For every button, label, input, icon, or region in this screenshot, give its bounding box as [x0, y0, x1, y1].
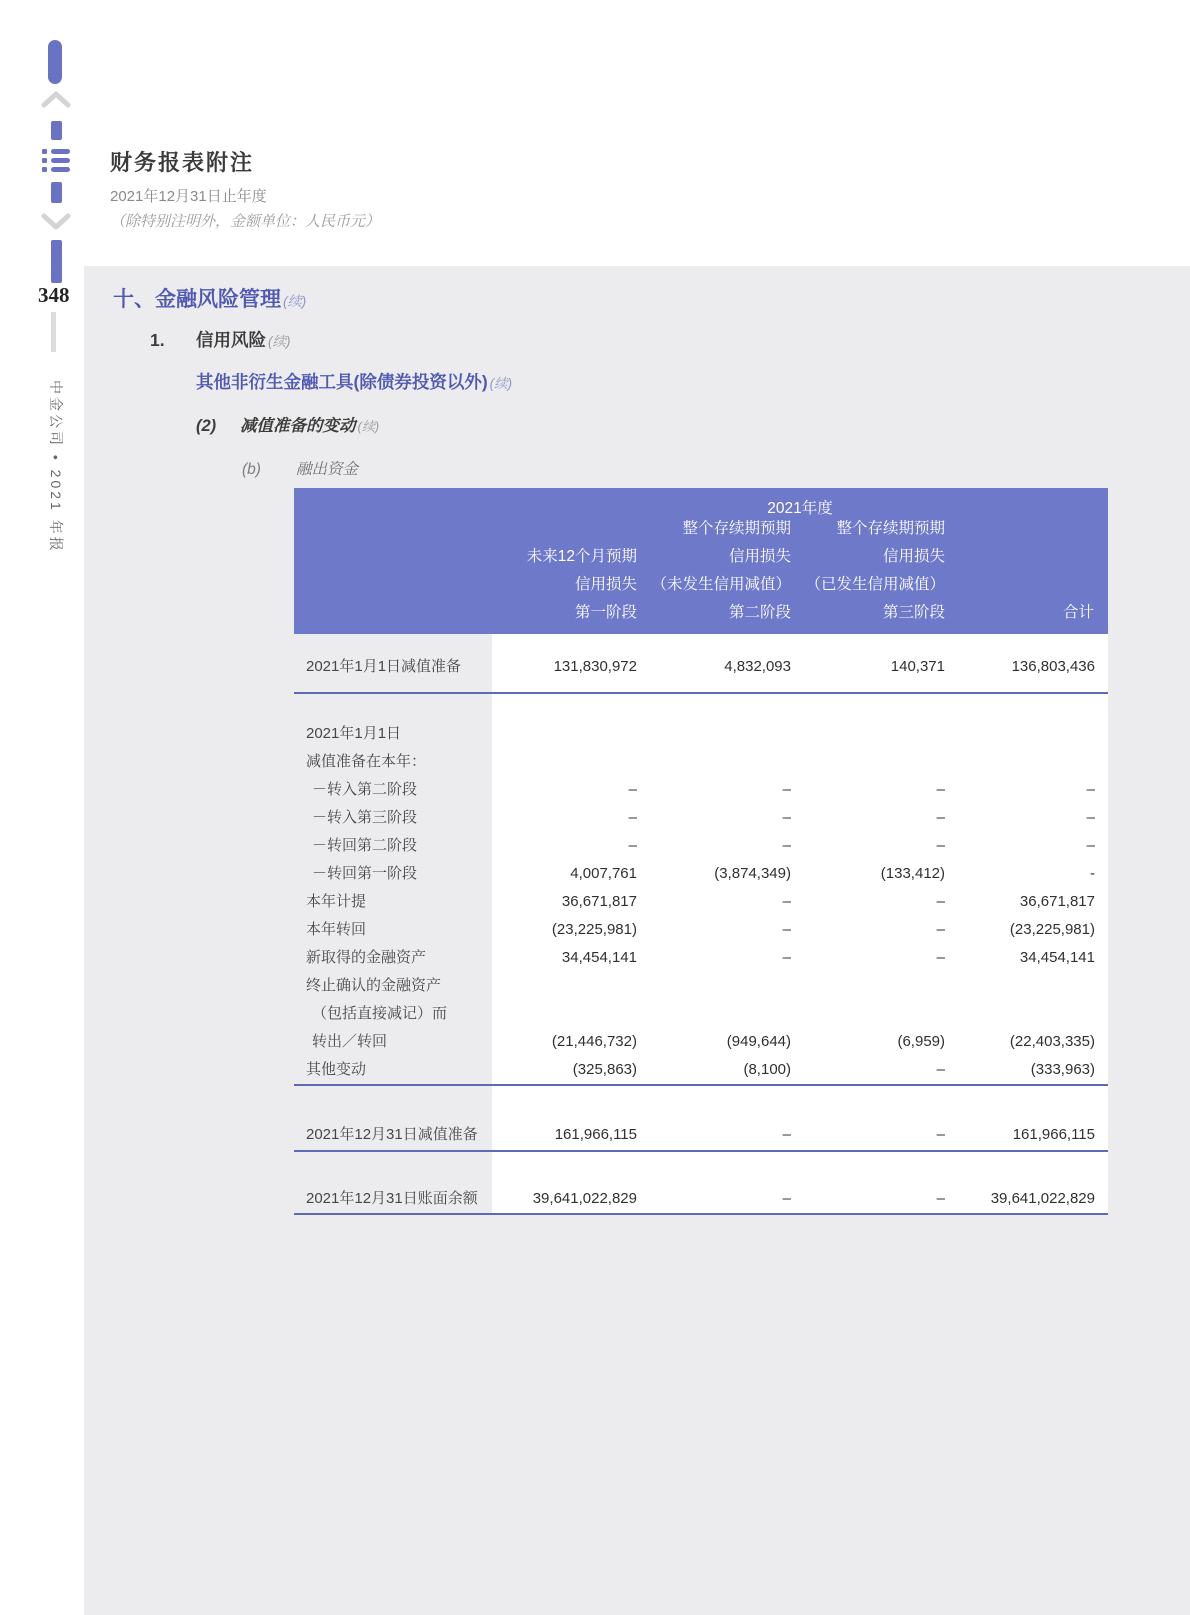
table-row: [294, 832, 1108, 860]
table-row: [294, 888, 1108, 916]
cell-value: (133,412): [791, 860, 945, 888]
cell-value: –: [791, 776, 945, 804]
chevron-up-icon[interactable]: [41, 90, 71, 110]
cell-value: –: [945, 804, 1108, 832]
row-label: 新取得的金融资产: [306, 949, 427, 966]
cell-value: (325,863): [492, 1056, 637, 1086]
section-heading-financial-risk: [113, 283, 306, 313]
subsection-heading-impairment-changes: [196, 412, 379, 436]
heading-continued: (续): [268, 334, 291, 349]
heading-text: 信用风险: [196, 330, 266, 350]
cell-value: –: [791, 916, 945, 944]
row-label: 其他变动: [294, 1056, 492, 1086]
heading-number: (b): [242, 461, 261, 478]
column-header-stage1: 未来12个月预期 信用损失 第一阶段: [526, 548, 637, 621]
heading-continued: (续): [489, 376, 513, 391]
cell-value: –: [791, 832, 945, 860]
document-note: （除特别注明外，金额单位：人民币元）: [110, 213, 381, 230]
cell-value: 131,830,972: [492, 634, 637, 694]
cell-value: 136,803,436: [945, 634, 1108, 694]
cell-value: –: [637, 832, 791, 860]
subsection-heading-other-instruments: [196, 369, 512, 394]
table-spacer-row: [294, 1086, 1108, 1120]
table-row: [294, 972, 1108, 1000]
cell-value: [945, 1000, 1108, 1028]
cell-value: [945, 748, 1108, 776]
cell-value: –: [637, 916, 791, 944]
rail-bar: [51, 121, 62, 140]
cell-value: –: [637, 1185, 791, 1215]
cell-value: –: [637, 944, 791, 972]
cell-value: [791, 972, 945, 1000]
subsection-heading-credit-risk: [150, 327, 291, 352]
cell-value: [492, 972, 637, 1000]
rail-tick: [51, 312, 56, 352]
cell-value: 36,671,817: [492, 888, 637, 916]
cell-value: –: [637, 1120, 791, 1152]
heading-continued: (续): [283, 293, 307, 309]
cell-value: (3,874,349): [637, 860, 791, 888]
cell-value: –: [791, 1056, 945, 1086]
chevron-down-icon[interactable]: [41, 211, 71, 231]
table-row: [294, 1056, 1108, 1086]
table-row: [294, 1000, 1108, 1028]
cell-value: [791, 1000, 945, 1028]
heading-number: (2): [196, 417, 217, 435]
table-year-header: 2021年度: [767, 500, 833, 517]
cell-value: (23,225,981): [492, 916, 637, 944]
table-row: [294, 748, 1108, 776]
table-row: [294, 776, 1108, 804]
row-label: 2021年1月1日: [306, 725, 402, 742]
row-label: 2021年12月31日账面余额: [294, 1185, 492, 1215]
cell-value: –: [791, 944, 945, 972]
row-label: 本年转回: [306, 921, 367, 938]
column-header-stage2: 整个存续期预期 信用损失 （未发生信用减值） 第二阶段: [651, 520, 791, 621]
table-header: [294, 488, 1108, 634]
impairment-table: [294, 488, 1108, 1215]
table-row: [294, 804, 1108, 832]
cell-value: [637, 1000, 791, 1028]
row-label: 2021年1月1日减值准备: [294, 634, 492, 694]
cell-value: –: [791, 888, 945, 916]
heading-number: 1.: [150, 330, 165, 350]
cell-value: 36,671,817: [945, 888, 1108, 916]
cell-value: 39,641,022,829: [492, 1185, 637, 1215]
cell-value: [492, 720, 637, 748]
row-label: －转入第二阶段: [312, 781, 418, 798]
row-label: －转回第一阶段: [312, 865, 418, 882]
document-title: 财务报表附注: [110, 150, 255, 175]
table-row: [294, 1185, 1108, 1215]
table-body: [294, 634, 1108, 1215]
cell-value: 34,454,141: [945, 944, 1108, 972]
table-row: [294, 720, 1108, 748]
cell-value: –: [791, 1185, 945, 1215]
table-row: [294, 1028, 1108, 1056]
table-spacer-row: [294, 1152, 1108, 1185]
heading-text: 融出资金: [296, 461, 359, 478]
cell-value: 34,454,141: [492, 944, 637, 972]
cell-value: 140,371: [791, 634, 945, 694]
cell-value: 161,966,115: [492, 1120, 637, 1152]
cell-value: –: [791, 1120, 945, 1152]
cell-value: –: [637, 888, 791, 916]
row-label: 终止确认的金融资产: [306, 977, 442, 994]
document-subtitle: 2021年12月31日止年度: [110, 188, 267, 205]
cell-value: –: [492, 776, 637, 804]
cell-value: [492, 748, 637, 776]
sidebar-vertical-title: 中金公司 • 2021 年报: [48, 380, 64, 554]
cell-value: [945, 720, 1108, 748]
table-row: [294, 860, 1108, 888]
cell-value: 39,641,022,829: [945, 1185, 1108, 1215]
rail-bar: [51, 182, 62, 203]
row-label: 转出／转回: [312, 1033, 388, 1050]
cell-value: (949,644): [637, 1028, 791, 1056]
cell-value: [637, 972, 791, 1000]
table-row: [294, 944, 1108, 972]
cell-value: –: [637, 804, 791, 832]
table-row: [294, 1120, 1108, 1152]
cell-value: [492, 1000, 637, 1028]
heading-text: 金融风险管理: [155, 288, 281, 311]
cell-value: (21,446,732): [492, 1028, 637, 1056]
table-row: [294, 634, 1108, 694]
cell-value: [791, 748, 945, 776]
cell-value: 4,007,761: [492, 860, 637, 888]
cell-value: 4,832,093: [637, 634, 791, 694]
row-label: 2021年12月31日减值准备: [294, 1120, 492, 1152]
cell-value: 161,966,115: [945, 1120, 1108, 1152]
cell-value: –: [492, 832, 637, 860]
cell-value: (6,959): [791, 1028, 945, 1056]
column-header-stage3: 整个存续期预期 信用损失 （已发生信用减值） 第三阶段: [805, 520, 945, 621]
subsection-heading-margin-loans: [242, 457, 358, 479]
cell-value: –: [637, 776, 791, 804]
row-label: （包括直接减记）而: [312, 1005, 448, 1022]
heading-continued: (续): [357, 419, 380, 434]
cell-value: [637, 720, 791, 748]
page-number: 348: [38, 283, 70, 307]
rail-bar: [51, 240, 62, 283]
table-spacer-row: [294, 694, 1108, 720]
cell-value: (8,100): [637, 1056, 791, 1086]
cell-value: (23,225,981): [945, 916, 1108, 944]
cell-value: (22,403,335): [945, 1028, 1108, 1056]
heading-number: 十、: [113, 288, 155, 311]
cell-value: (333,963): [945, 1056, 1108, 1086]
cell-value: –: [945, 832, 1108, 860]
rail-bar: [48, 40, 62, 84]
cell-value: -: [945, 860, 1108, 888]
cell-value: [945, 972, 1108, 1000]
row-label: 减值准备在本年：: [306, 753, 427, 770]
menu-list-icon[interactable]: [41, 147, 71, 175]
row-label: －转回第二阶段: [312, 837, 418, 854]
column-header-total: 合计: [1062, 604, 1094, 621]
cell-value: –: [945, 776, 1108, 804]
cell-value: –: [492, 804, 637, 832]
cell-value: [791, 720, 945, 748]
row-label: 本年计提: [306, 893, 367, 910]
heading-text: 减值准备的变动: [240, 417, 356, 435]
cell-value: –: [791, 804, 945, 832]
heading-text: 其他非衍生金融工具(除债券投资以外): [196, 372, 488, 392]
row-label: －转入第三阶段: [312, 809, 418, 826]
cell-value: [637, 748, 791, 776]
table-row: [294, 916, 1108, 944]
